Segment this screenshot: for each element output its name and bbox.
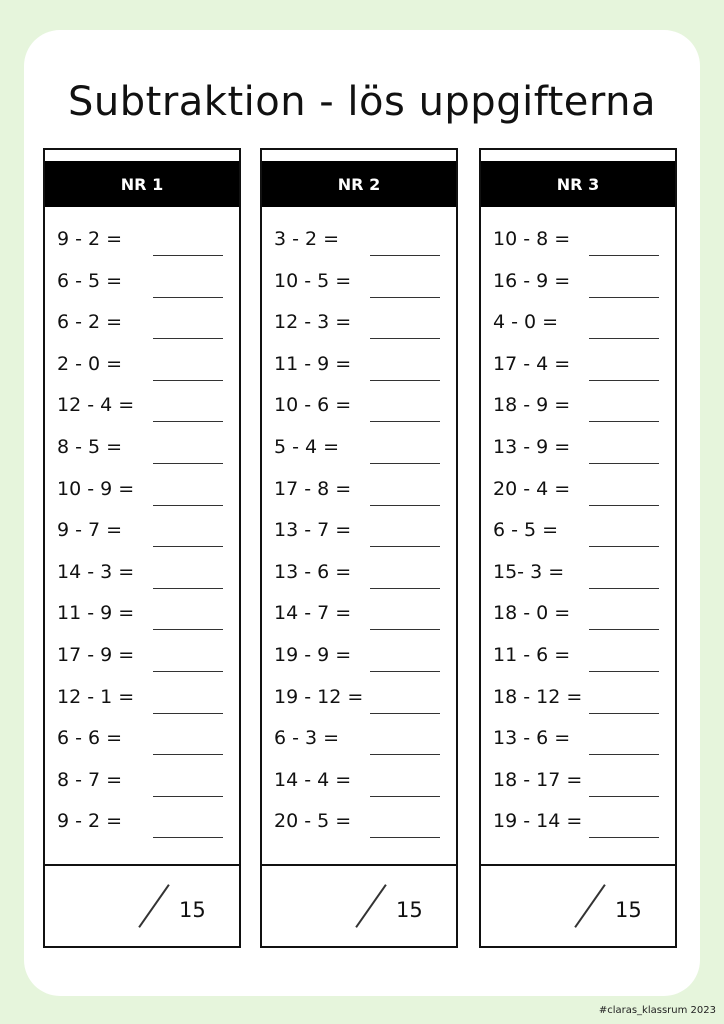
- problem-expression: 9 - 2 =: [57, 228, 123, 250]
- problem-expression: 11 - 9 =: [274, 352, 352, 375]
- problem-row: [493, 470, 663, 510]
- problem-row: [493, 345, 663, 385]
- answer-line[interactable]: [370, 754, 440, 755]
- problem-row: [493, 303, 663, 343]
- answer-line[interactable]: [589, 588, 659, 589]
- answer-line[interactable]: [370, 837, 440, 838]
- answer-line[interactable]: [589, 297, 659, 298]
- problem-expression: 18 - 0 =: [493, 602, 571, 625]
- problem-expression: 12 - 1 =: [57, 685, 135, 708]
- answer-line[interactable]: [153, 380, 223, 381]
- problem-expression: 11 - 9 =: [57, 602, 135, 625]
- answer-line[interactable]: [589, 338, 659, 339]
- problem-row: [274, 719, 444, 759]
- problem-expression: 6 - 5 =: [57, 269, 123, 292]
- answer-line[interactable]: [153, 671, 223, 672]
- problem-expression: 17 - 9 =: [57, 644, 135, 666]
- problem-expression: 10 - 9 =: [57, 477, 135, 500]
- column-nr3: [479, 148, 677, 948]
- problem-expression: 13 - 6 =: [493, 727, 571, 750]
- problem-expression: 19 - 14 =: [493, 810, 583, 833]
- answer-line[interactable]: [589, 546, 659, 547]
- answer-line[interactable]: [370, 546, 440, 547]
- problem-expression: 18 - 17 =: [493, 768, 583, 791]
- problem-row: [493, 386, 663, 426]
- answer-line[interactable]: [370, 505, 440, 506]
- worksheet: [24, 30, 700, 996]
- answer-line[interactable]: [589, 255, 659, 256]
- problem-row: [274, 636, 444, 676]
- problem-row: [57, 345, 227, 385]
- problem-row: [493, 761, 663, 801]
- problem-row: [274, 594, 444, 634]
- problem-expression: 19 - 12 =: [274, 685, 364, 708]
- problem-row: [274, 220, 444, 260]
- problem-expression: 14 - 3 =: [57, 560, 135, 583]
- score-box: [262, 864, 456, 946]
- answer-line[interactable]: [153, 713, 223, 714]
- problem-row: [57, 511, 227, 551]
- answer-line[interactable]: [153, 421, 223, 422]
- problem-expression: 16 - 9 =: [493, 269, 571, 292]
- score-box: [45, 864, 239, 946]
- column-nr1: [43, 148, 241, 948]
- answer-line[interactable]: [370, 671, 440, 672]
- credit-text: #claras_klassrum 2023: [598, 1005, 716, 1016]
- problem-row: [274, 678, 444, 718]
- problem-expression: 10 - 5 =: [274, 269, 352, 292]
- answer-line[interactable]: [153, 629, 223, 630]
- problem-row: [493, 262, 663, 302]
- problem-row: [274, 345, 444, 385]
- problem-expression: 14 - 7 =: [274, 602, 352, 625]
- problem-expression: 13 - 7 =: [274, 519, 352, 542]
- answer-line[interactable]: [370, 588, 440, 589]
- answer-line[interactable]: [153, 463, 223, 464]
- score-slash: [574, 884, 605, 928]
- problem-expression: 18 - 12 =: [493, 685, 583, 708]
- problem-expression: 9 - 7 =: [57, 519, 123, 542]
- problem-expression: 17 - 4 =: [493, 352, 571, 375]
- answer-line[interactable]: [589, 380, 659, 381]
- problem-row: [493, 678, 663, 718]
- problem-row: [57, 470, 227, 510]
- problem-row: [57, 594, 227, 634]
- answer-line[interactable]: [153, 796, 223, 797]
- answer-line[interactable]: [370, 255, 440, 256]
- problem-expression: 8 - 5 =: [57, 436, 123, 458]
- answer-line[interactable]: [370, 629, 440, 630]
- problem-row: [57, 303, 227, 343]
- problem-expression: 14 - 4 =: [274, 768, 352, 791]
- score-total: 15: [615, 898, 642, 922]
- problem-expression: 15- 3 =: [493, 560, 565, 583]
- problem-expression: 6 - 5 =: [493, 519, 559, 542]
- problem-row: [57, 719, 227, 759]
- answer-line[interactable]: [370, 796, 440, 797]
- answer-line[interactable]: [589, 754, 659, 755]
- problem-row: [57, 678, 227, 718]
- problem-row: [493, 636, 663, 676]
- problem-row: [57, 262, 227, 302]
- problem-row: [57, 802, 227, 842]
- score-slash: [355, 884, 386, 928]
- answer-line[interactable]: [153, 837, 223, 838]
- problem-expression: 4 - 0 =: [493, 311, 559, 334]
- answer-line[interactable]: [370, 713, 440, 714]
- problem-expression: 5 - 4 =: [274, 436, 340, 458]
- problem-expression: 18 - 9 =: [493, 394, 571, 417]
- column-header: NR 2: [262, 161, 456, 207]
- problem-expression: 3 - 2 =: [274, 228, 340, 250]
- problem-row: [274, 386, 444, 426]
- score-slash: [138, 884, 169, 928]
- answer-line[interactable]: [370, 463, 440, 464]
- problem-row: [493, 719, 663, 759]
- problem-row: [493, 802, 663, 842]
- problem-row: [57, 636, 227, 676]
- problem-expression: 6 - 6 =: [57, 727, 123, 750]
- problem-row: [493, 511, 663, 551]
- problem-row: [274, 428, 444, 468]
- problem-row: [274, 553, 444, 593]
- problem-row: [57, 428, 227, 468]
- answer-line[interactable]: [153, 255, 223, 256]
- problem-row: [274, 303, 444, 343]
- problem-row: [274, 761, 444, 801]
- answer-line[interactable]: [153, 588, 223, 589]
- problem-expression: 19 - 9 =: [274, 644, 352, 666]
- answer-line[interactable]: [153, 338, 223, 339]
- column-nr2: [260, 148, 458, 948]
- answer-line[interactable]: [589, 463, 659, 464]
- answer-line[interactable]: [153, 546, 223, 547]
- problem-expression: 6 - 3 =: [274, 727, 340, 750]
- score-total: 15: [179, 898, 206, 922]
- problem-row: [493, 553, 663, 593]
- problem-expression: 12 - 4 =: [57, 394, 135, 417]
- problem-expression: 9 - 2 =: [57, 810, 123, 833]
- problem-expression: 6 - 2 =: [57, 311, 123, 334]
- answer-line[interactable]: [589, 796, 659, 797]
- answer-line[interactable]: [153, 297, 223, 298]
- problem-row: [57, 386, 227, 426]
- answer-line[interactable]: [370, 421, 440, 422]
- answer-line[interactable]: [589, 713, 659, 714]
- answer-line[interactable]: [370, 380, 440, 381]
- answer-line[interactable]: [589, 671, 659, 672]
- problem-row: [274, 470, 444, 510]
- column-header: NR 3: [481, 161, 675, 207]
- answer-line[interactable]: [589, 629, 659, 630]
- problem-expression: 10 - 6 =: [274, 394, 352, 417]
- answer-line[interactable]: [370, 297, 440, 298]
- answer-line[interactable]: [370, 338, 440, 339]
- problem-row: [274, 511, 444, 551]
- problem-row: [57, 761, 227, 801]
- problem-row: [57, 220, 227, 260]
- column-header: NR 1: [45, 161, 239, 207]
- problem-row: [493, 428, 663, 468]
- problem-expression: 2 - 0 =: [57, 352, 123, 375]
- problem-expression: 13 - 9 =: [493, 436, 571, 458]
- problem-row: [274, 262, 444, 302]
- problem-expression: 13 - 6 =: [274, 560, 352, 583]
- answer-line[interactable]: [153, 754, 223, 755]
- problem-row: [57, 553, 227, 593]
- problem-row: [493, 594, 663, 634]
- problem-expression: 20 - 5 =: [274, 810, 352, 833]
- answer-line[interactable]: [589, 837, 659, 838]
- problem-expression: 17 - 8 =: [274, 477, 352, 500]
- score-box: [481, 864, 675, 946]
- problem-row: [274, 802, 444, 842]
- problem-expression: 20 - 4 =: [493, 477, 571, 500]
- answer-line[interactable]: [153, 505, 223, 506]
- problem-expression: 10 - 8 =: [493, 228, 571, 250]
- answer-line[interactable]: [589, 505, 659, 506]
- score-total: 15: [396, 898, 423, 922]
- problem-expression: 11 - 6 =: [493, 644, 571, 666]
- problem-row: [493, 220, 663, 260]
- page-title: Subtraktion - lös uppgifterna: [68, 79, 656, 125]
- answer-line[interactable]: [589, 421, 659, 422]
- problem-expression: 12 - 3 =: [274, 311, 352, 334]
- problem-expression: 8 - 7 =: [57, 768, 123, 791]
